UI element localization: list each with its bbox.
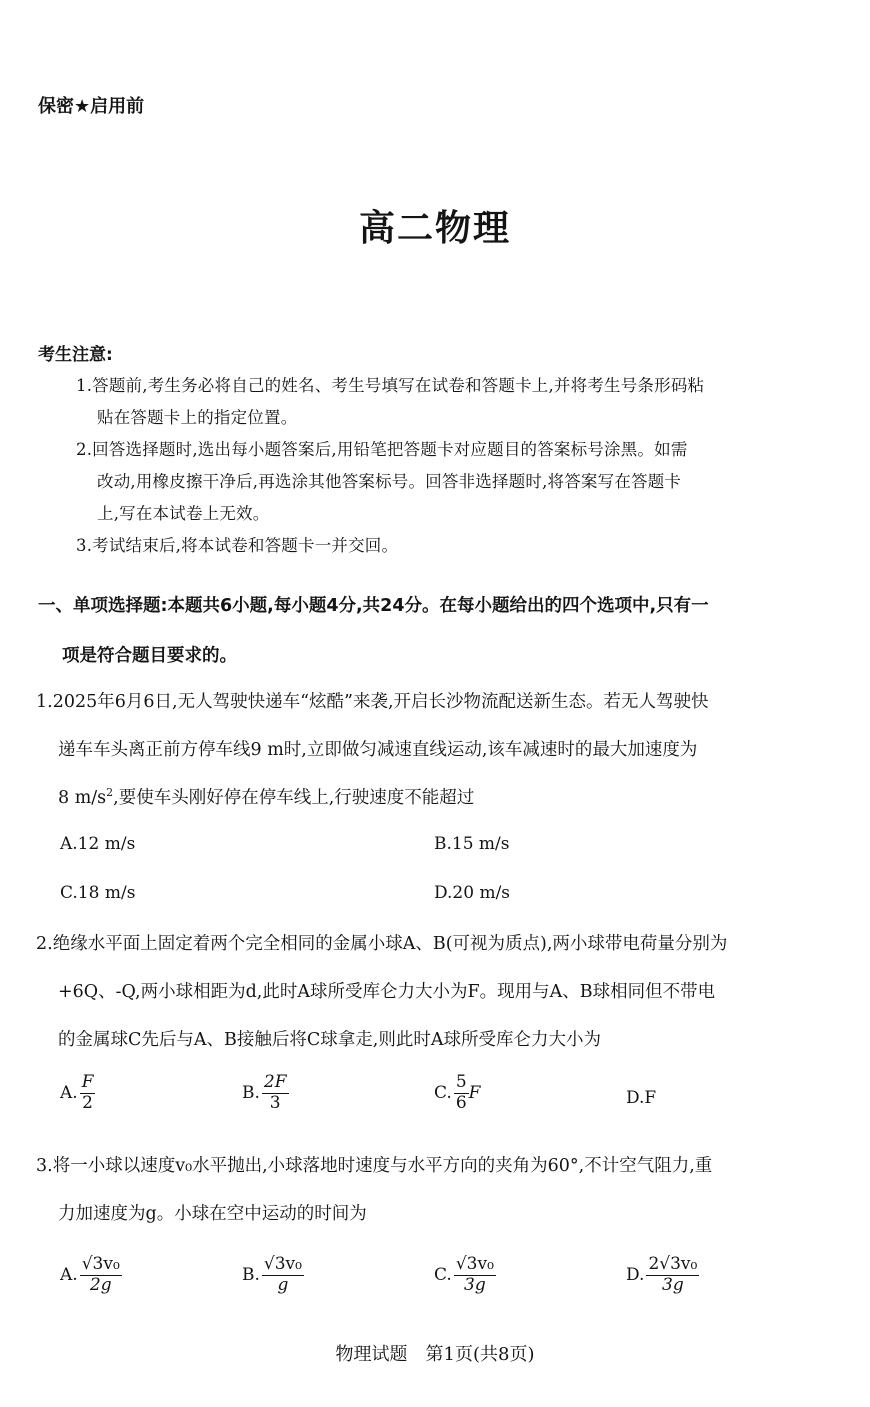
q2-text: 的金属球C先后与A、B接触后将C球拿走,则此时A球所受库仑力大小为 — [58, 1030, 601, 1050]
q3-text: 力加速度为g。小球在空中运动的时间为 — [58, 1204, 367, 1224]
notice-line: 1.答题前,考生务必将自己的姓名、考生号填写在试卷和答题卡上,并将考生号条形码粘 — [76, 376, 705, 395]
q3-option-c[interactable]: C. $\frac{\text{√3v₀}}{3g}$ — [434, 1254, 494, 1295]
page-title: 高二物理 — [358, 208, 511, 249]
page-footer: 物理试题 第1页(共8页) — [335, 1344, 535, 1365]
q2-text: 2.绝缘水平面上固定着两个完全相同的金属小球A、B(可视为质点),两小球带电荷量分别为 — [36, 934, 728, 954]
confidential-label: 保密★启用前 — [38, 96, 145, 117]
q1-option-d[interactable]: D.20 m/s — [434, 883, 511, 903]
q1-option-b[interactable]: B.15 m/s — [434, 834, 510, 854]
q1-text: 1.2025年6月6日,无人驾驶快递车“炫酷”来袭,开启长沙物流配送新生态。若无人驾驶快 — [36, 692, 709, 712]
q3-option-d[interactable]: D. $\frac{\text{2√3v₀}}{3g}$ — [626, 1254, 698, 1295]
q1-text: 递车车头离正前方停车线9 m时,立即做匀减速直线运动,该车减速时的最大加速度为 — [58, 740, 698, 760]
notice-line: 2.回答选择题时,选出每小题答案后,用铅笔把答题卡对应题目的答案标号涂黑。如需 — [76, 440, 688, 459]
q3-option-b[interactable]: B. $\frac{\text{√3v₀}}{g}$ — [242, 1254, 302, 1295]
notice-line: 贴在答题卡上的指定位置。 — [97, 408, 298, 427]
q2-option-c[interactable]: C. $\frac{5}{6}$ F — [434, 1072, 481, 1113]
notice-heading: 考生注意: — [38, 345, 113, 365]
q2-text: +6Q、-Q,两小球相距为d,此时A球所受库仑力大小为F。现用与A、B球相同但不带电 — [58, 982, 716, 1002]
section-heading-cont: 项是符合题目要求的。 — [62, 646, 237, 666]
q3-option-a[interactable]: A. $\frac{\text{√3v₀}}{2g}$ — [60, 1254, 120, 1295]
q2-option-b[interactable]: B. $\frac{2F}{3}$ — [242, 1072, 287, 1113]
section-heading: 一、单项选择题:本题共6小题,每小题4分,共24分。在每小题给出的四个选项中,只有一 — [38, 596, 709, 616]
notice-line: 3.考试结束后,将本试卷和答题卡一并交回。 — [76, 536, 399, 555]
q1-option-c[interactable]: C.18 m/s — [60, 883, 136, 903]
q3-text: 3.将一小球以速度v₀水平抛出,小球落地时速度与水平方向的夹角为60°,不计空气阻力,重 — [36, 1156, 713, 1176]
q2-option-d[interactable]: D.F — [626, 1088, 657, 1108]
notice-line: 上,写在本试卷上无效。 — [97, 504, 270, 523]
q1-text: 8 $m/s^2$,要使车头刚好停在停车线上,行驶速度不能超过 — [58, 786, 475, 808]
q2-option-a[interactable]: A. $\frac{F}{2}$ — [60, 1072, 94, 1113]
notice-line: 改动,用橡皮擦干净后,再选涂其他答案标号。回答非选择题时,将答案写在答题卡 — [97, 472, 682, 491]
q1-option-a[interactable]: A.12 m/s — [60, 834, 136, 854]
